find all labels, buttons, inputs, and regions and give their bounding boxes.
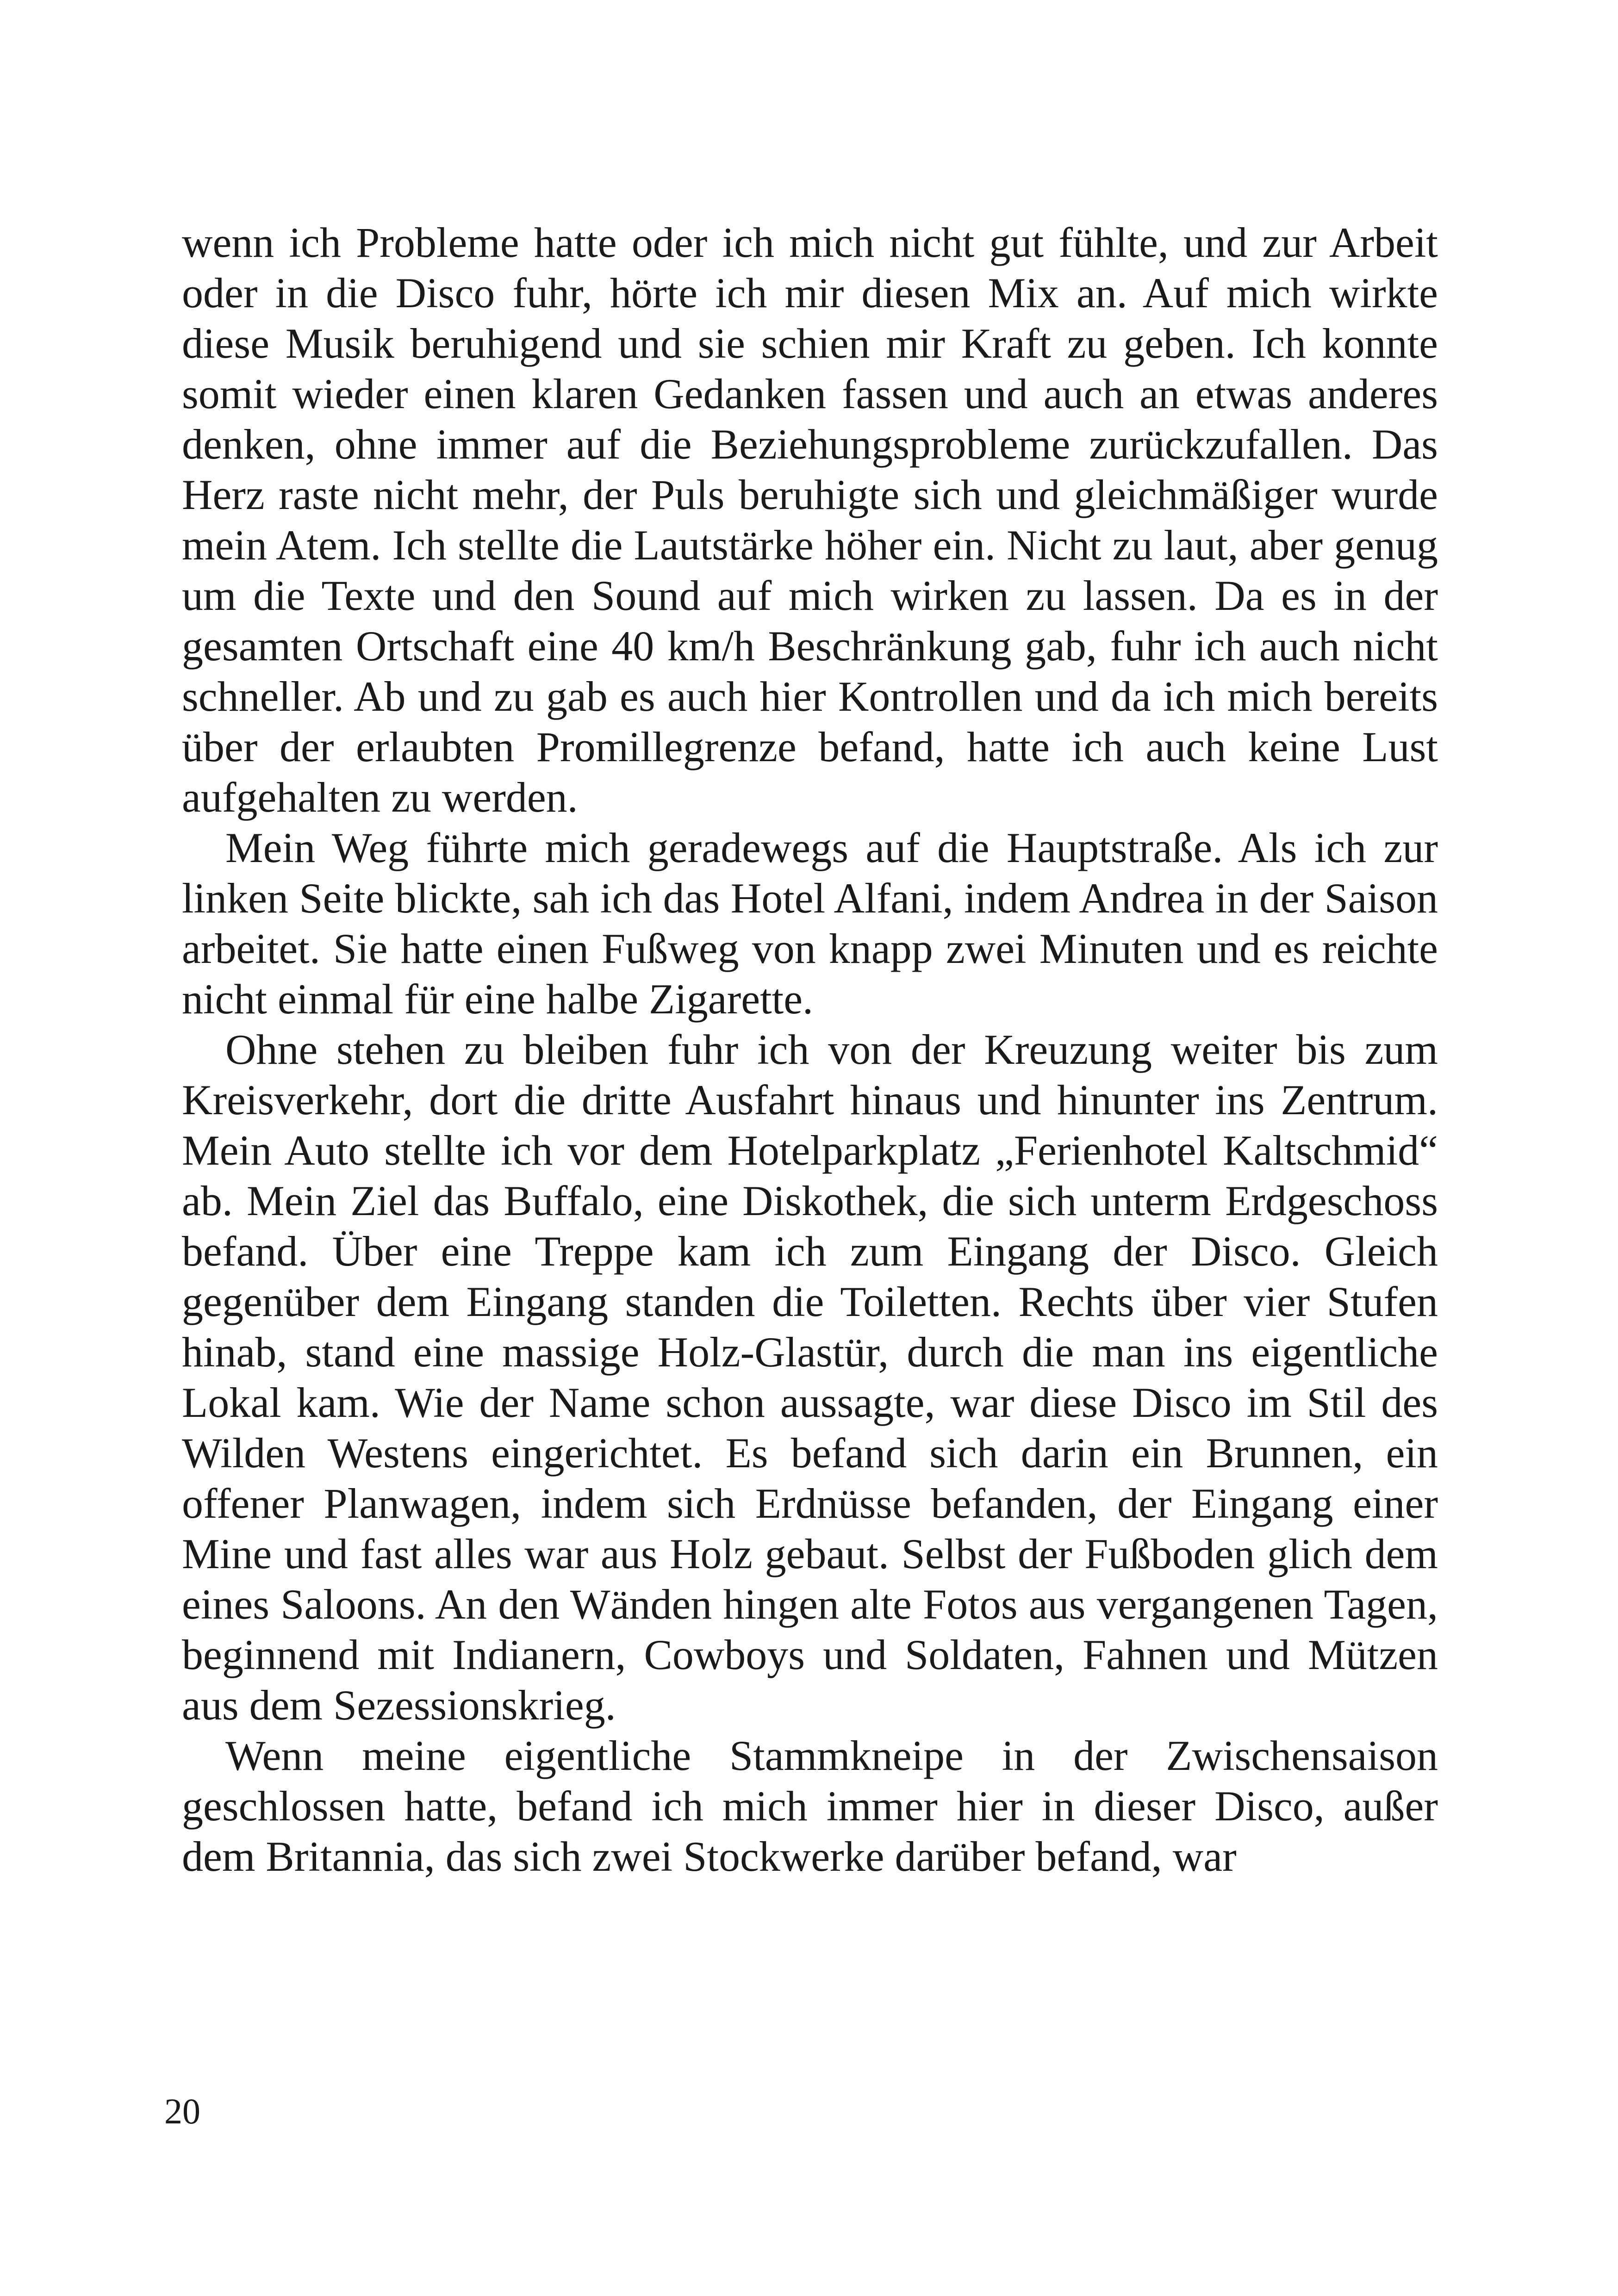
page-number: 20 bbox=[164, 2091, 200, 2131]
paragraph-2: Mein Weg führte mich geradewegs auf die Hauptstraße. Als ich zur linken Seite blickte, sah ich das Hotel Alfani, indem Andrea in der Saison arbeitet. Sie hatte einen Fußweg von knapp zwei Minuten und es reichte nicht einmal für eine halbe Zigarette. bbox=[182, 824, 1438, 1023]
paragraph-3: Ohne stehen zu bleiben fuhr ich von der Kreuzung weiter bis zum Kreisverkehr, dort die dritte Ausfahrt hinaus und hinunter ins Zentrum. Mein Auto stellte ich vor dem Hotelparkplatz „Ferienhotel Kaltschmid“ ab. Mein Ziel das Buffalo, eine Diskothek, die sich unterm Erdgeschoss befand. Über eine Treppe kam ich zum Eingang der Disco. Gleich gegenüber dem Eingang standen die Toiletten. Rechts über vier Stufen hinab, stand eine massige Holz-Glastür, durch die man ins eigentliche Lokal kam. Wie der Name schon aussagte, war diese Disco im Stil des Wilden Westens eingerichtet. Es befand sich darin ein Brunnen, ein offener Planwagen, indem sich Erdnüsse befanden, der Eingang einer Mine und fast alles war aus Holz gebaut. Selbst der Fußboden glich dem eines Saloons. An den Wänden hingen alte Fotos aus vergangenen Tagen, beginnend mit Indianern, Cowboys und Soldaten, Fahnen und Mützen aus dem Sezessionskrieg. bbox=[182, 1026, 1438, 1729]
paragraph-1: wenn ich Probleme hatte oder ich mich nicht gut fühlte, und zur Arbeit oder in die Disco fuhr, hörte ich mir diesen Mix an. Auf mich wirkte diese Musik beruhigend und sie schien mir Kraft zu geben. Ich konnte somit wieder einen klaren Gedanken fassen und auch an etwas anderes denken, ohne immer auf die Beziehungsprobleme zurückzufallen. Das Herz raste nicht mehr, der Puls beruhigte sich und gleichmäßiger wurde mein Atem. Ich stellte die Lautstärke höher ein. Nicht zu laut, aber genug um die Texte und den Sound auf mich wirken zu lassen. Da es in der gesamten Ortschaft eine 40 km/h Beschränkung gab, fuhr ich auch nicht schneller. Ab und zu gab es auch hier Kontrollen und da ich mich bereits über der erlaubten Promillegrenze befand, hatte ich auch keine Lust aufgehalten zu werden. bbox=[182, 219, 1438, 821]
body-text bbox=[182, 217, 1438, 1882]
paragraph-4: Wenn meine eigentliche Stammkneipe in der Zwischensaison geschlossen hatte, befand ich mich immer hier in dieser Disco, außer dem Britannia, das sich zwei Stockwerke darüber befand, war bbox=[182, 1732, 1438, 1880]
